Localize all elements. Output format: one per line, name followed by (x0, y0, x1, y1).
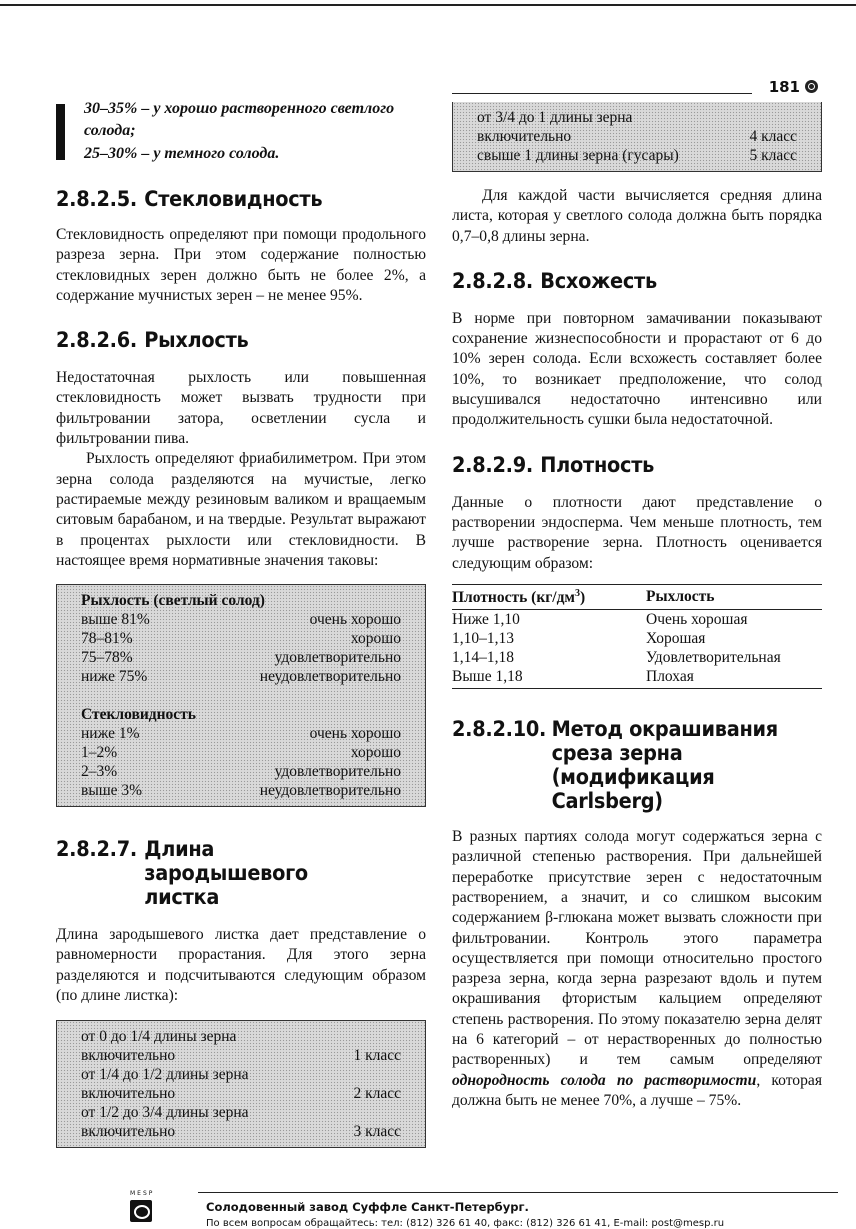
box-heading: Стекловидность (81, 706, 196, 724)
section-number: 2.8.2.8. (452, 268, 533, 293)
pull-quote (56, 98, 426, 165)
section-number: 2.8.2.10. (452, 717, 547, 742)
section-title: Плотность (540, 452, 655, 477)
section-heading-2826 (56, 328, 396, 352)
box-row: выше 81% очень хорошо (81, 611, 401, 629)
section-heading-2828 (452, 269, 792, 293)
section-number: 2.8.2.5. (56, 187, 137, 211)
header-rule (452, 93, 752, 94)
footer-company-line: Солодовенный завод Суффле Санкт-Петербург. (206, 1200, 529, 1214)
section-title: Всхожесть (540, 268, 657, 293)
quote-bar (56, 104, 65, 160)
table-row: 1,14–1,18 Удовлетворительная (452, 649, 781, 667)
paragraph-friability-1: Недостаточная рыхлость или повышенная стекловидность может вызвать трудности при фильтровании затора, осветлении сусла и фильтровании пива. (56, 369, 426, 448)
section-title: Длина зародышевого листка (144, 837, 308, 910)
box-row: 75–78% удовлетворительно (81, 649, 401, 667)
quote-line-2: 25–30% – у темного солода. (84, 145, 280, 162)
box-row: от 3/4 до 1 длины зерна включительно 4 класс (477, 109, 797, 145)
paragraph-vitreousness: Стекловидность определяют при помощи продольного разреза зерна. При этом содержание полностью стекловидных зерен должно быть не более 2%, а содержание мучнистых зерен – не менее 95%. (56, 226, 426, 304)
box-row: ниже 1% очень хорошо (81, 725, 401, 743)
top-border-line (0, 4, 856, 6)
box-row: 2–3% удовлетворительно (81, 763, 401, 781)
section-heading-2829 (452, 453, 792, 477)
quote-line-1: 30–35% – у хорошо растворенного светлого солода; (84, 100, 395, 139)
box-row: ниже 75% неудовлетворительно (81, 668, 401, 686)
section-title: Метод окрашивания среза зерна (модификация Carlsberg) (551, 717, 778, 814)
table-row: 1,10–1,13 Хорошая (452, 630, 706, 648)
box-row: свыше 1 длины зерна (гусары) 5 класс (477, 147, 797, 164)
box-row: 78–81% хорошо (81, 630, 401, 648)
paragraph-sprout-length: Длина зародышевого листка дает представление о равномерности прорастания. Для этого зерна разделяются и подсчитываются следующим образом (по длине листка): (56, 926, 426, 1005)
box-row: выше 3% неудовлетворительно (81, 782, 401, 800)
page-number: 181 (768, 78, 800, 96)
footer-rule (198, 1192, 838, 1193)
sprout-class-box-continued (452, 102, 822, 172)
table-header-row (452, 584, 822, 609)
box-row: от 1/4 до 1/2 длины зерна включительно 2 класс (81, 1066, 401, 1103)
friability-values-box (56, 584, 426, 807)
section-number: 2.8.2.9. (452, 452, 533, 477)
table-row: Выше 1,18 Плохая (452, 667, 822, 689)
table-row: Ниже 1,10 Очень хорошая (452, 611, 748, 629)
column-header-friability: Рыхлость (646, 584, 822, 609)
page-marker-icon (805, 80, 818, 93)
box-heading: Рыхлость (светлый солод) (81, 592, 265, 610)
paragraph-friability-2: Рыхлость определяют фриабилиметром. При этом зерна солода разделяются на мучистые, легко растираемые между резиновым валиком и вращаемым ситовым барабаном, и на твердые. Результат выражают в процентах рыхлости или стекловидности. В настоящее время нормативные значения таковы: (56, 450, 426, 569)
sprout-class-box (56, 1020, 426, 1148)
section-title: Рыхлость (144, 328, 249, 353)
mesp-logo-icon: MESP (130, 1192, 152, 1222)
density-table (452, 584, 822, 689)
section-title: Стекловидность (144, 187, 323, 211)
paragraph-density: Данные о плотности дают представление о растворении эндосперма. Чем меньше плотность, тем лучше растворение зерна. Плотность оценивается следующим образом: (452, 493, 822, 572)
section-number: 2.8.2.7. (56, 837, 137, 862)
paragraph-average-length: Для каждой части вычисляется средняя длина листа, которая у светлого солода должна быть порядка 0,7–0,8 длины зерна. (452, 187, 822, 245)
paragraph-staining-method: В разных партиях солода могут содержаться зерна с различной степенью растворения. При дальнейшей переработке присутствие зерен с недостаточным растворением, а значит, и со слишком высоким содержанием β-глюкана может вызвать сложности при фильтровании. Контроль этого параметра осуществляется при помощи относительно простого разреза зерна, когда зерна разрезают вдоль и путем окрашивания фтористым кальцием определяют степень растворения. По этому показателю зерна делят на 6 категорий – от нерастворенных до полностью растворенных) и тем самым определяют однородность солода по растворимости, которая должна быть не менее 70%, а лучше – 75%. (452, 828, 822, 1109)
right-column (452, 102, 822, 1111)
box-row: от 1/2 до 3/4 длины зерна включительно 3 класс (81, 1104, 401, 1141)
footer-contact-line: По всем вопросам обращайтесь: тел: (812) 326 61 40, факс: (812) 326 61 41, E-mail: post@mesp.ru (206, 1218, 725, 1229)
section-heading-2825 (56, 187, 396, 211)
box-row: 1–2% хорошо (81, 744, 401, 762)
section-number: 2.8.2.6. (56, 328, 137, 353)
box-row: от 0 до 1/4 длины зерна включительно 1 класс (81, 1028, 401, 1065)
column-header-density: Плотность $(кг/дм^3)$ (452, 584, 646, 609)
section-heading-2827 (56, 837, 396, 909)
section-heading-28210 (452, 717, 792, 813)
left-column (56, 96, 426, 1148)
paragraph-germination: В норме при повторном замачивании показывают сохранение жизнеспособности и прорастают от 6 до 10% зерен солода. Если всхожесть составляет более 10%, то возникает предположение, что солод высушивался недостаточно интенсивно или продолжительность сушки была недостаточной. (452, 309, 822, 429)
